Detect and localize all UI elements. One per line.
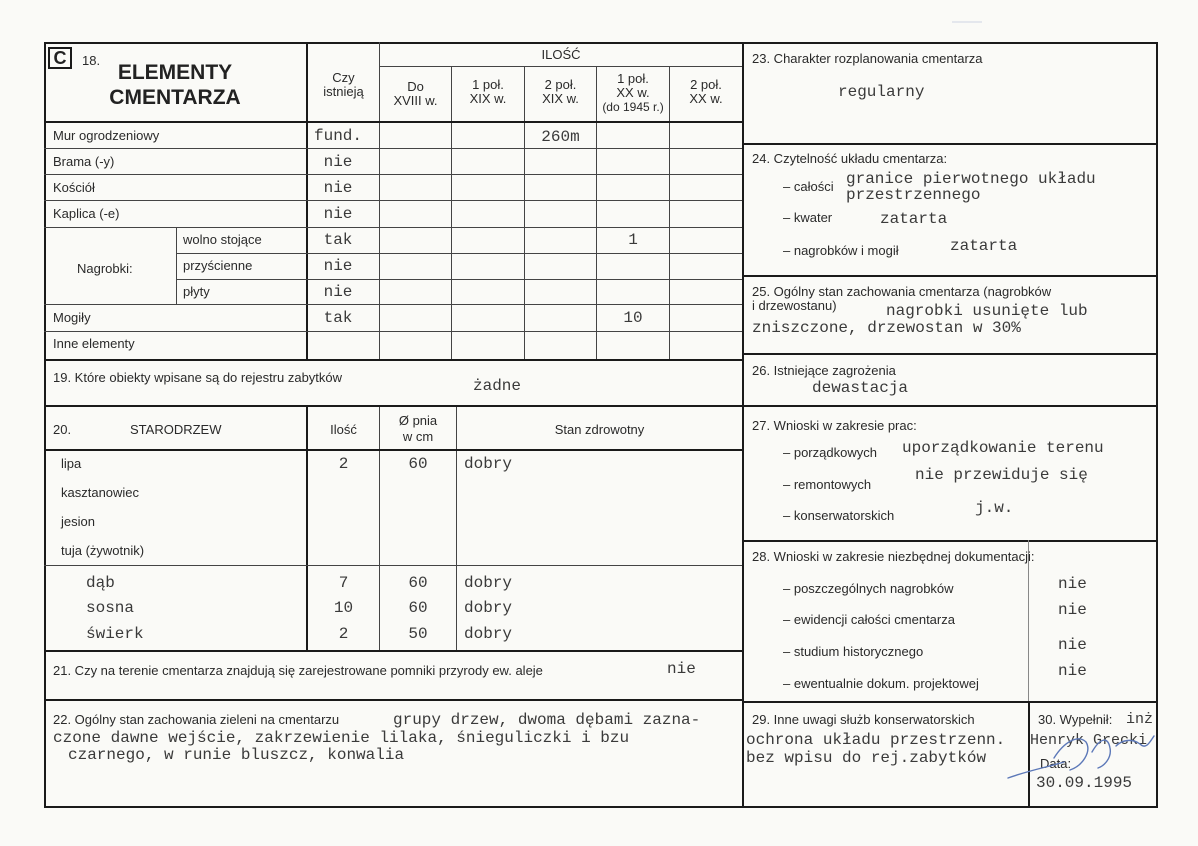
section-29-line: bez wpisu do rej.zabytków — [746, 749, 987, 767]
section-22-line: czarnego, w runie bluszcz, konwalia — [68, 746, 405, 764]
row-label-plyty: płyty — [183, 284, 210, 299]
tree-name: świerk — [86, 625, 144, 643]
section-23-value: regularny — [838, 83, 925, 101]
row-label-inne: Inne elementy — [53, 336, 135, 351]
section-22-line: grupy drzew, dwoma dębami zazna- — [393, 711, 701, 729]
row-label-wolno-stojace: wolno stojące — [183, 232, 262, 247]
tree-diameter: 60 — [408, 455, 428, 473]
period-5-line1: 2 poł. — [690, 77, 722, 92]
grid-line — [451, 66, 452, 359]
grid-line — [44, 449, 742, 451]
separator — [742, 405, 1158, 407]
col-diameter-line2: w cm — [402, 429, 434, 444]
tree-health: dobry — [464, 574, 513, 592]
quantity-value: 260m — [541, 128, 580, 146]
separator — [742, 701, 1158, 703]
exists-value: tak — [323, 309, 353, 327]
exists-value: nie — [323, 257, 353, 275]
period-5-line2: XX w. — [689, 91, 723, 106]
col-exists-line2: istnieją — [323, 84, 364, 99]
section-28-item-label: – ewentualnie dokum. projektowej — [783, 676, 979, 691]
section-28-label: 28. Wnioski w zakresie niezbędnej dokumentacji: — [752, 549, 1035, 564]
section-27-item-label: – porządkowych — [783, 445, 877, 460]
tree-name: jesion — [61, 514, 95, 529]
row-label-brama: Brama (-y) — [53, 154, 115, 169]
grid-line — [44, 331, 742, 332]
period-3-line2: XIX w. — [542, 91, 579, 106]
exists-value: nie — [323, 153, 353, 171]
section-24-nagrobkow-value: zatarta — [950, 237, 1018, 255]
period-4-line3: (do 1945 r.) — [602, 100, 664, 114]
period-3-line1: 2 poł. — [544, 77, 577, 92]
section-26-label: 26. Istniejące zagrożenia — [752, 363, 896, 378]
grid-line — [44, 565, 742, 566]
row-label-kaplica: Kaplica (-e) — [53, 206, 120, 221]
exists-value: fund. — [313, 127, 362, 145]
section-30-label: 30. Wypełnił: — [1038, 712, 1113, 727]
nagrobki-label: Nagrobki: — [77, 261, 133, 276]
corner-mark — [952, 21, 982, 23]
col-diameter-line1: Ø pnia — [398, 413, 438, 428]
col-health: Stan zdrowotny — [554, 422, 645, 437]
section-27-item-label: – remontowych — [783, 477, 872, 492]
section-27-item-value: j.w. — [975, 499, 1014, 517]
grid-line — [44, 227, 742, 228]
exists-value: nie — [323, 179, 353, 197]
tree-name: tuja (żywotnik) — [61, 543, 145, 558]
section-25-label: i drzewostanu) — [752, 298, 837, 313]
signature-scribble — [1000, 722, 1156, 786]
row-label-mogily: Mogiły — [53, 310, 91, 325]
section-19-value: żadne — [473, 377, 522, 395]
period-4-line1: 1 poł. — [617, 71, 649, 86]
section-letter: C — [53, 48, 67, 68]
tree-health: dobry — [464, 625, 513, 643]
tree-diameter: 60 — [408, 599, 428, 617]
section-22-label: 22. Ogólny stan zachowania zieleni na cmentarzu — [53, 712, 340, 727]
grid-line — [44, 148, 742, 149]
tree-count: 2 — [338, 455, 349, 473]
separator — [742, 143, 1158, 145]
section-23-label: 23. Charakter rozplanowania cmentarza — [752, 51, 983, 66]
section-24-calosci-value: przestrzennego — [846, 186, 981, 204]
tree-name: dąb — [86, 574, 115, 592]
separator — [742, 540, 1158, 542]
grid-line — [177, 253, 742, 254]
quantity-value: 1 — [628, 231, 638, 249]
section-29-line: ochrona układu przestrzenn. — [746, 731, 1006, 749]
section-25-label: 25. Ogólny stan zachowania cmentarza (nagrobków — [752, 284, 1052, 299]
tree-diameter: 50 — [408, 625, 428, 643]
grid-line — [44, 121, 742, 123]
quantity-value: 10 — [623, 309, 643, 327]
section-24-label: 24. Czytelność układu cmentarza: — [752, 151, 948, 166]
tree-count: 2 — [338, 625, 349, 643]
tree-diameter: 60 — [408, 574, 428, 592]
section-27-item-value: uporządkowanie terenu — [902, 439, 1104, 457]
tree-name: sosna — [86, 599, 135, 617]
section-title-line1: ELEMENTY — [117, 61, 233, 84]
row-label-kosciol: Kościół — [53, 180, 95, 195]
col-ilosc: ILOŚĆ — [541, 47, 581, 62]
section-28-item-value: nie — [1058, 662, 1087, 680]
exists-value: nie — [323, 205, 353, 223]
section-24-nagrobkow-label: – nagrobków i mogił — [783, 243, 899, 258]
section-20-number: 20. — [53, 422, 72, 437]
section-19-label: 19. Które obiekty wpisane są do rejestru zabytków — [53, 370, 343, 385]
tree-count: 10 — [333, 599, 354, 617]
section-25-value: nagrobki usunięte lub — [886, 302, 1088, 320]
row-label-mur: Mur ogrodzeniowy — [53, 128, 160, 143]
date-value: 30.09.1995 — [1036, 774, 1133, 792]
date-label: Data: — [1040, 756, 1072, 771]
tree-health: dobry — [464, 599, 513, 617]
tree-name: kasztanowiec — [61, 485, 140, 500]
section-22-line: czone dawne wejście, zakrzewienie lilaka, śnieguliczki i bzu — [53, 729, 630, 747]
grid-line — [524, 66, 525, 359]
section-21-label: 21. Czy na terenie cmentarza znajdują się zarejestrowane pomniki przyrody ew. aleje — [53, 663, 543, 678]
section-28-item-label: – studium historycznego — [783, 644, 924, 659]
period-4-line2: XX w. — [616, 85, 650, 100]
grid-line — [669, 66, 670, 359]
filler-name: Henryk Grecki — [1030, 732, 1148, 749]
grid-line — [176, 228, 177, 304]
grid-line — [177, 279, 742, 280]
section-27-item-label: – konserwatorskich — [783, 508, 895, 523]
section-26-value: dewastacja — [812, 379, 909, 397]
section-24-calosci-value: granice pierwotnego układu — [846, 170, 1096, 188]
section-21-value: nie — [667, 660, 696, 678]
separator — [742, 275, 1158, 277]
tree-health: dobry — [464, 455, 513, 473]
section-27-item-value: nie przewiduje się — [915, 466, 1088, 484]
separator — [742, 353, 1158, 355]
grid-line — [44, 200, 742, 201]
tree-count: 7 — [338, 574, 349, 592]
section-28-item-label: – ewidencji całości cmentarza — [783, 612, 955, 627]
grid-line — [379, 66, 742, 67]
section-title-line2: CMENTARZA — [109, 86, 241, 109]
section-24-kwater-value: zatarta — [880, 210, 948, 228]
section-29-label: 29. Inne uwagi służb konserwatorskich — [752, 712, 975, 727]
exists-value: nie — [323, 283, 353, 301]
section-20-title: STARODRZEW — [130, 422, 222, 437]
filler-title: inż — [1126, 711, 1154, 728]
section-24-calosci-label: – całości — [783, 179, 834, 194]
section-27-label: 27. Wnioski w zakresie prac: — [752, 418, 917, 433]
row-label-przyscienne: przyścienne — [183, 258, 253, 273]
period-1-line1: Do — [407, 79, 424, 94]
section-28-item-value: nie — [1058, 575, 1087, 593]
period-1-line2: XVIII w. — [393, 93, 438, 108]
section-28-item-value: nie — [1058, 601, 1087, 619]
section-28-item-label: – poszczególnych nagrobków — [783, 581, 954, 596]
grid-line — [44, 304, 742, 305]
grid-line — [44, 174, 742, 175]
tree-name: lipa — [61, 456, 82, 471]
col-exists-line1: Czy — [332, 70, 355, 85]
section-28-item-value: nie — [1058, 636, 1087, 654]
separator — [1028, 540, 1029, 701]
exists-value: tak — [323, 231, 353, 249]
grid-line — [456, 407, 457, 650]
col-count: Ilość — [330, 422, 357, 437]
section-24-kwater-label: – kwater — [783, 210, 833, 225]
period-2-line2: XIX w. — [469, 91, 507, 106]
section-25-value: zniszczone, drzewostan w 30% — [752, 319, 1021, 337]
period-2-line1: 1 poł. — [472, 77, 504, 92]
section-number: 18. — [82, 53, 101, 68]
